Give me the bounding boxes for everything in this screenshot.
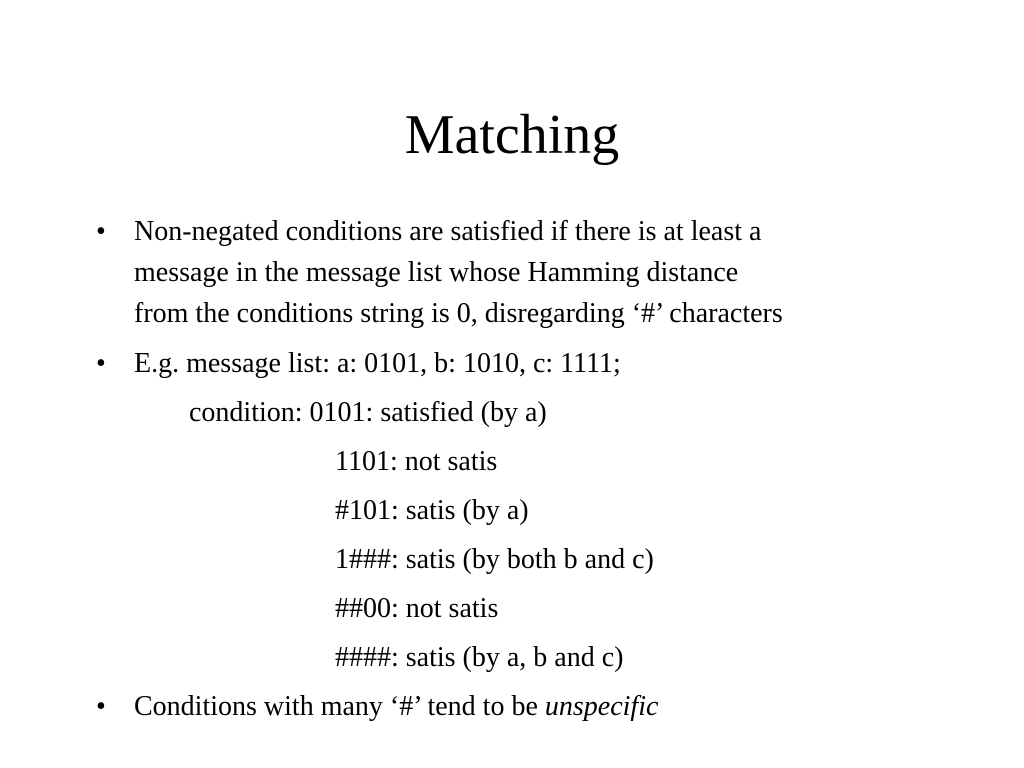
example-line: 1101: not satis [335,446,498,477]
bullet3-plain-text: Conditions with many ‘#’ tend to be [134,691,545,722]
bullet-marker: • [96,348,106,379]
example-line: ##00: not satis [335,593,499,624]
bullet3-emphasis: unspecific [544,691,659,722]
bullet-marker: • [96,216,106,247]
bullet1-line2: message in the message list whose Hamming distance [134,257,739,288]
bullet1-line1: Non-negated conditions are satisfied if there is at least a [134,216,762,247]
slide-title: Matching [404,104,620,166]
example-line: #101: satis (by a) [335,495,529,526]
bullet-marker: • [96,691,106,722]
bullet3-text [134,686,964,727]
example-line: 1###: satis (by both b and c) [335,544,654,575]
example-line: ####: satis (by a, b and c) [335,642,624,673]
bullet2-text: E.g. message list: a: 0101, b: 1010, c: 1111; [134,348,621,379]
bullet1-line3: from the conditions string is 0, disregarding ‘#’ characters [134,298,783,329]
example-condition-line: condition: 0101: satisfied (by a) [189,397,547,428]
